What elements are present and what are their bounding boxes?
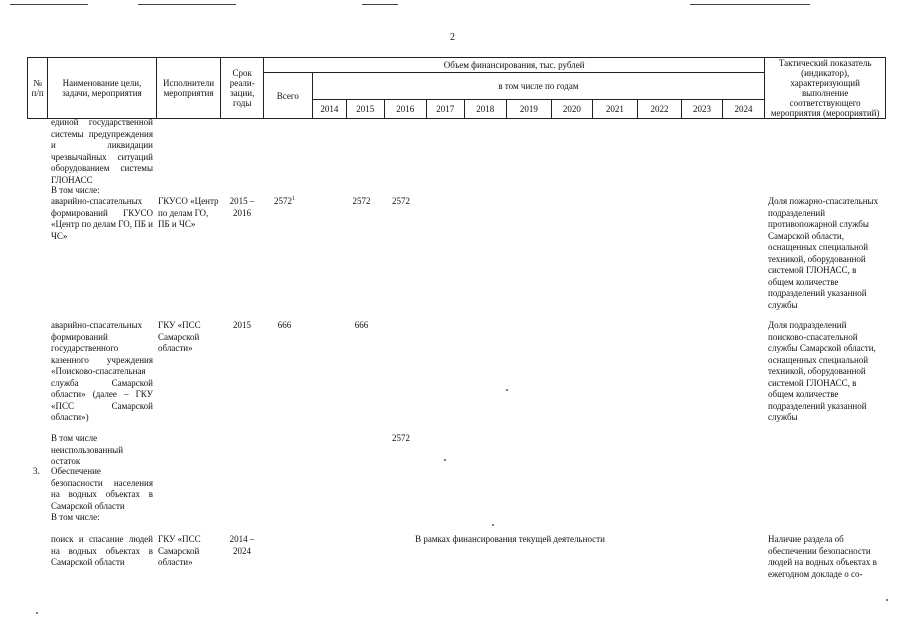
row5-executor: ГКУ «ПСС Самарской области» xyxy=(158,534,201,567)
row5-funding-note: В рамках финансирования текущей деятельности xyxy=(415,534,605,544)
row1-name: аварийно-спасательных формирований ГКУСО «Центр по делам ГО, ПБ и ЧС» xyxy=(51,196,153,241)
scan-speck xyxy=(444,459,446,461)
row1-total-value: 2572 xyxy=(274,196,292,206)
table-header xyxy=(27,57,886,119)
footnote-marker: 1 xyxy=(292,196,295,202)
header-year: 2014 xyxy=(312,100,346,119)
header-year: 2020 xyxy=(551,100,593,119)
header-year: 2019 xyxy=(507,100,552,119)
header-year: 2024 xyxy=(722,100,765,119)
row2-2015: 666 xyxy=(354,320,369,330)
row5-term: 2014 – 2024 xyxy=(229,534,255,556)
row5-name: поиск и спасание людей на водных объектах в Самарской области xyxy=(51,534,153,567)
row5-indicator: Наличие раздела об обеспечении безопасности людей на водных объектах в ежегодном докладе о со- xyxy=(768,534,877,579)
row4-number: 3. xyxy=(33,466,40,476)
header-year: 2022 xyxy=(637,100,682,119)
top-rule xyxy=(362,4,398,5)
header-year: 2021 xyxy=(593,100,638,119)
top-rule xyxy=(10,4,88,5)
header-by-years: в том числе по годам xyxy=(312,73,765,100)
scan-speck xyxy=(886,599,888,601)
row1-2015: 2572 xyxy=(352,196,371,206)
top-rule xyxy=(690,4,810,5)
header-no: № п/п xyxy=(28,58,48,119)
top-rule xyxy=(138,4,236,5)
header-year: 2017 xyxy=(427,100,464,119)
row2-term: 2015 xyxy=(233,320,251,330)
row1-term: 2015 – 2016 xyxy=(229,196,255,218)
header-funding: Объем финансирования, тыс. рублей xyxy=(263,58,764,73)
row3-2016: 2572 xyxy=(392,433,410,443)
header-year: 2016 xyxy=(384,100,427,119)
scan-speck xyxy=(36,612,38,614)
row2-executor: ГКУ «ПСС Самарской области» xyxy=(158,320,201,353)
scan-speck xyxy=(492,524,494,526)
scan-speck xyxy=(506,389,508,391)
page-number: 2 xyxy=(450,32,455,43)
row0-included: В том числе: xyxy=(51,185,100,195)
header-total: Всего xyxy=(263,73,312,119)
header-name: Наименование цели, задачи, мероприятия xyxy=(48,58,156,119)
row4-included: В том числе: xyxy=(51,512,100,522)
header-year: 2015 xyxy=(347,100,384,119)
row4-name: Обеспечение безопасности населения на водных объектах в Самарской области xyxy=(51,466,153,511)
row2-indicator: Доля подразделений поисково-спасательной службы Самарской области, оснащенных специальной техникой, оборудованной системой ГЛОНАСС, в общем количестве подразделений указанной службы xyxy=(768,320,876,422)
header-indicator: Тактический показатель (индикатор), характеризующий выполнение соответствующего мероприятия (мероприятий) xyxy=(765,58,886,119)
header-term: Срок реали-зации, годы xyxy=(221,58,264,119)
row1-total xyxy=(262,196,307,208)
row1-2016: 2572 xyxy=(392,196,410,206)
header-year: 2023 xyxy=(682,100,723,119)
row2-total: 666 xyxy=(277,320,292,330)
row1-indicator: Доля пожарно-спасательных подразделений противопожарной службы Самарской области, оснащенных специальной техникой, оборудованной системой ГЛОНАСС, в общем количестве подразделений указанной службы xyxy=(768,196,879,310)
row2-name: аварийно-спасательных формирований государственного казенного учреждения «Поисково-спасательная служба Самарской области» (далее – ГКУ «ПСС Самарской области») xyxy=(51,320,153,422)
header-executors: Исполнители мероприятия xyxy=(156,58,221,119)
header-year: 2018 xyxy=(464,100,507,119)
row3-name: В том числе неиспользованный остаток xyxy=(51,433,124,466)
row1-executor: ГКУСО «Центр по делам ГО, ПБ и ЧС» xyxy=(158,196,219,229)
row0-name: единой государственной системы предупреждения и ликвидации чрезвычайных ситуаций оборудованием системы ГЛОНАСС xyxy=(51,117,153,185)
